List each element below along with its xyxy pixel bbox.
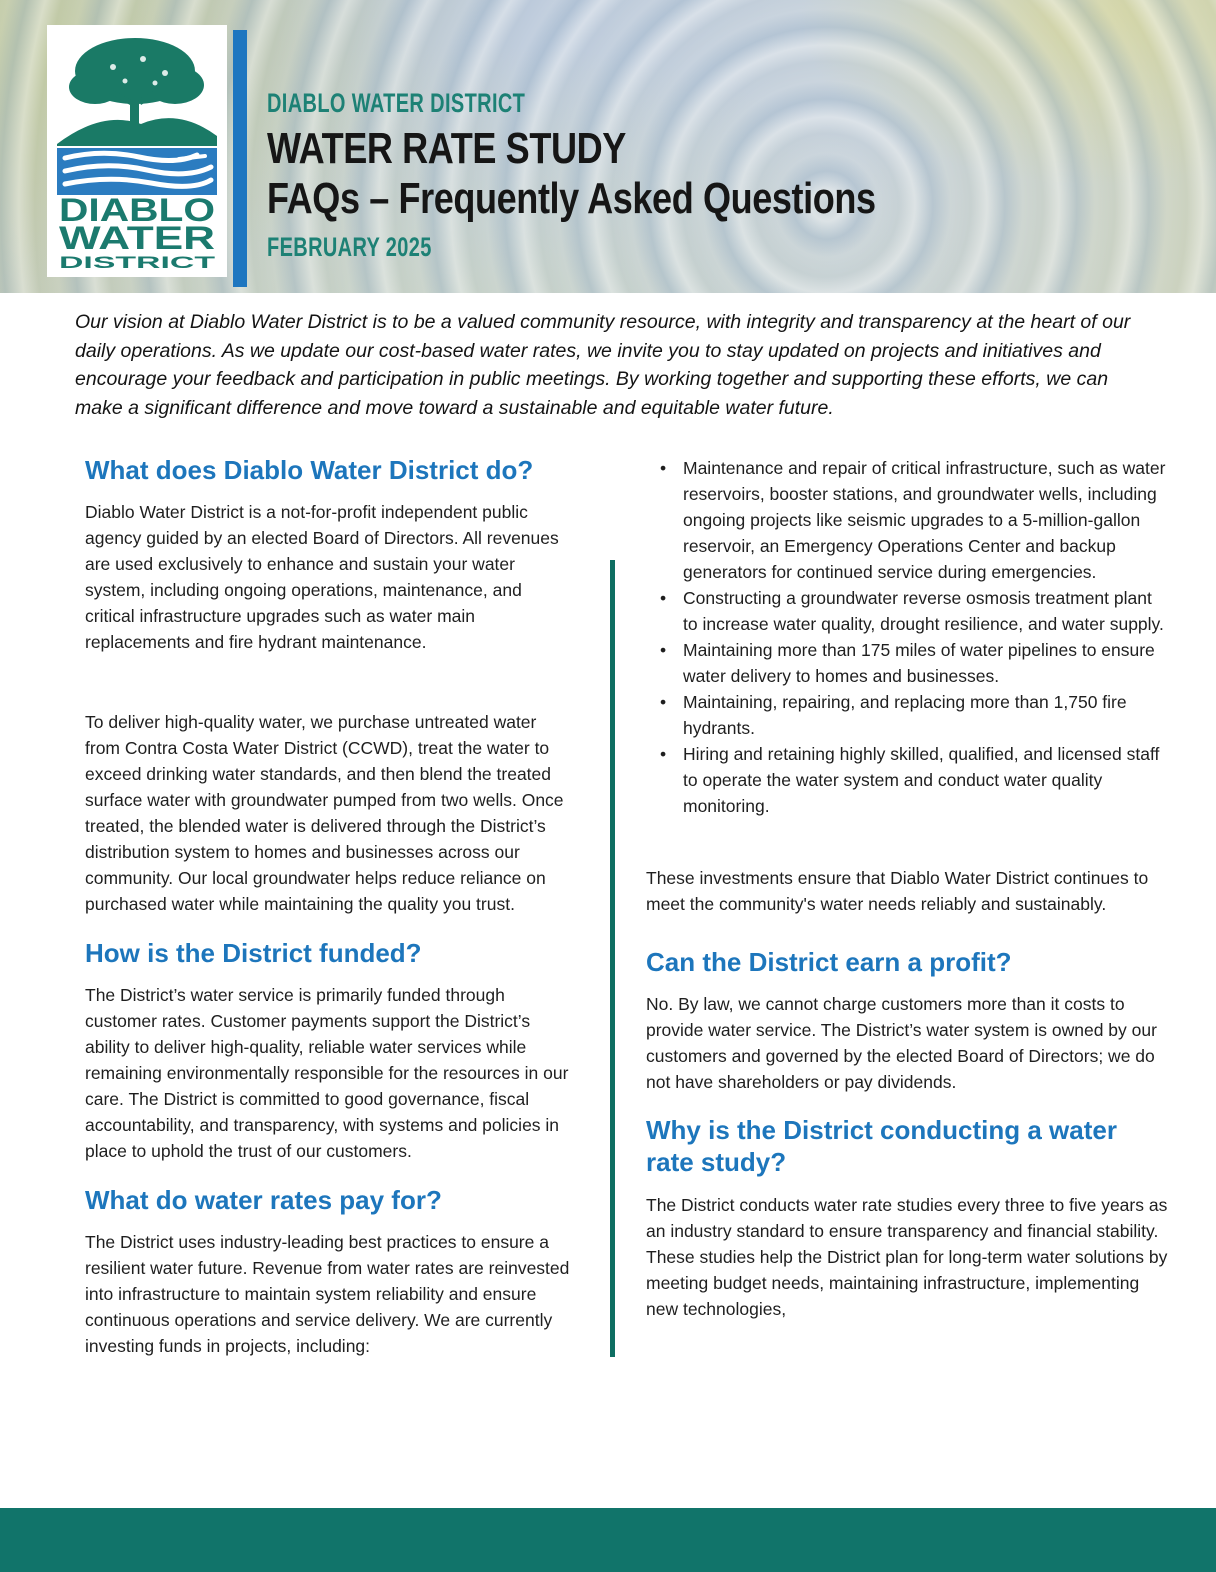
section-heading-what-rates-pay-for: What do water rates pay for? xyxy=(85,1185,442,1215)
section-heading-why-rate-study: Why is the District conducting a water rate study? xyxy=(646,1115,1117,1177)
investments-closing-paragraph: These investments ensure that Diablo Water District continues to meet the community's water needs reliably and sustainably. xyxy=(646,868,1149,914)
right-column xyxy=(646,443,1170,1322)
list-item: • Maintaining more than 175 miles of water pipelines to ensure water delivery to homes and businesses. xyxy=(646,637,1170,689)
section-heading-what-does-district-do: What does Diablo Water District do? xyxy=(85,455,534,485)
tree-icon xyxy=(69,38,204,131)
header-eyebrow xyxy=(267,88,616,119)
list-item: • Hiring and retaining highly skilled, qualified, and licensed staff to operate the water system and conduct water quality monitoring. xyxy=(646,741,1170,819)
investment-bullet-list xyxy=(646,455,1170,819)
list-item: • Maintenance and repair of critical infrastructure, such as water reservoirs, booster stations, and groundwater wells, including ongoing projects like seismic upgrades to a 5-million-gallon reservoir, an Emergency Operations Center and backup generators for continued service during emergencies. xyxy=(646,455,1170,585)
list-item: • Constructing a groundwater reverse osmosis treatment plant to increase water quality, drought resilience, and water supply. xyxy=(646,585,1170,637)
header-title-line2: FAQs – Frequently Asked Questions xyxy=(267,174,876,223)
header-accent-bar xyxy=(233,30,247,287)
logo-word-water: WATER xyxy=(59,220,215,256)
logo-wordmark xyxy=(59,192,216,272)
vision-intro-paragraph: Our vision at Diablo Water District is to be a valued community resource, with integrity and transparency at the heart of our daily operations. As we update our cost-based water rates, we invite you to stay updated on projects and initiatives and encourage your feedback and participation in public meetings. By working together and supporting these efforts, we can make a significant difference and move toward a sustainable and equitable water future. xyxy=(75,311,1131,419)
paragraph: The District’s water service is primarily funded through customer rates. Customer payments support the District’s ability to deliver high-quality, reliable water services while remaining environmentally responsible for the resources in our care. The District is committed to good governance, fiscal accountability, and transparency, with systems and policies in place to uphold the trust of our customers. xyxy=(85,985,569,1161)
district-logo xyxy=(47,25,227,277)
district-logo-graphic xyxy=(47,25,227,277)
header-date: FEBRUARY 2025 xyxy=(267,232,432,262)
header-eyebrow-text: DIABLO WATER DISTRICT xyxy=(267,88,526,118)
paragraph: No. By law, we cannot charge customers more than it costs to provide water service. The District’s water system is owned by our customers and governed by the elected Board of Directors; we do not have shareholders or pay dividends. xyxy=(646,994,1157,1092)
list-item: • Maintaining, repairing, and replacing more than 1,750 fire hydrants. xyxy=(646,689,1170,741)
logo-word-district: DISTRICT xyxy=(59,253,217,272)
paragraph: The District conducts water rate studies every three to five years as an industry standard to ensure transparency and financial stability. These studies help the District plan for long-term water solutions by meeting budget needs, maintaining infrastructure, implementing new technologies, xyxy=(646,1195,1168,1319)
header-title-line1: WATER RATE STUDY xyxy=(267,124,626,173)
left-column xyxy=(85,455,572,1359)
paragraph: The District uses industry-leading best practices to ensure a resilient water future. Revenue from water rates are reinvested into infrastructure to maintain system reliability and ensure continuous operations and service delivery. We are currently investing funds in projects, including: xyxy=(85,1232,570,1356)
header-banner xyxy=(0,0,1216,293)
section-heading-how-funded: How is the District funded? xyxy=(85,938,422,968)
logo-word-diablo: DIABLO xyxy=(59,192,215,228)
section-heading-earn-profit: Can the District earn a profit? xyxy=(646,947,1012,977)
column-divider xyxy=(610,560,615,1357)
paragraph: Diablo Water District is a not-for-profit independent public agency guided by an elected Board of Directors. All revenues are used exclusively to enhance and sustain your water system, including ongoing operations, maintenance, and critical infrastructure upgrades such as water main replacements and fire hydrant maintenance. xyxy=(85,502,559,652)
paragraph: To deliver high-quality water, we purchase untreated water from Contra Costa Water District (CCWD), treat the water to exceed drinking water standards, and then blend the treated surface water with groundwater pumped from two wells. Once treated, the blended water is delivered through the District’s distribution system to homes and businesses across our community. Our local groundwater helps reduce reliance on purchased water while maintaining the quality you trust. xyxy=(85,712,564,914)
footer-accent-bar xyxy=(0,1508,1216,1572)
